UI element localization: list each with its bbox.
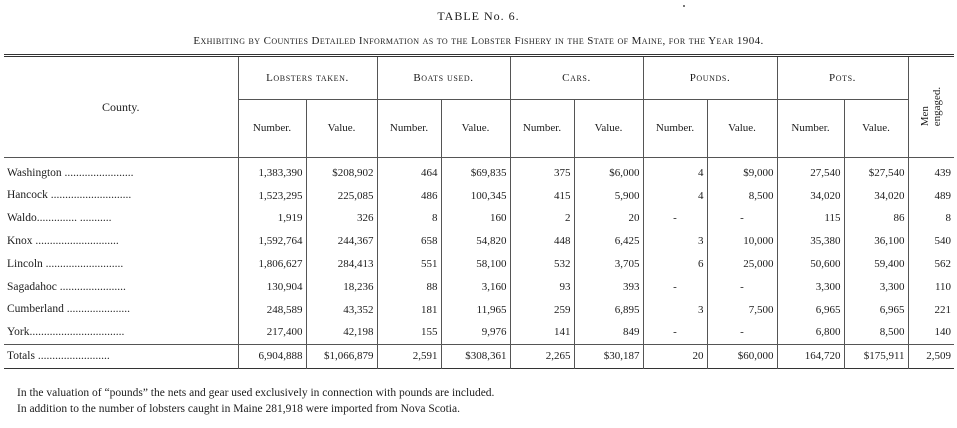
table-cell: 415 xyxy=(510,185,574,208)
cars-header: Cars. xyxy=(510,56,643,100)
table-cell: $69,835 xyxy=(441,158,510,185)
table-cell: 4 xyxy=(643,158,707,185)
table-cell: 8,500 xyxy=(844,322,908,345)
table-cell: $6,000 xyxy=(574,158,643,185)
pounds-header: Pounds. xyxy=(643,56,777,100)
table-cell: 7,500 xyxy=(707,299,777,322)
table-cell: 3 xyxy=(643,299,707,322)
table-cell: 8 xyxy=(377,208,441,231)
table-cell: 58,100 xyxy=(441,253,510,276)
table-cell: 10,000 xyxy=(707,230,777,253)
table-cell: 160 xyxy=(441,208,510,231)
cars-value-header: Value. xyxy=(574,100,643,158)
table-cell: 11,965 xyxy=(441,299,510,322)
table-row xyxy=(4,208,954,231)
table-cell: 6,800 xyxy=(777,322,844,345)
table-cell: 20 xyxy=(574,208,643,231)
table-cell: 1,592,764 xyxy=(238,230,306,253)
table-cell: 6,425 xyxy=(574,230,643,253)
pots-header: Pots. xyxy=(777,56,908,100)
table-cell: 3 xyxy=(643,230,707,253)
table-cell: 486 xyxy=(377,185,441,208)
table-cell: 181 xyxy=(377,299,441,322)
table-cell: 164,720 xyxy=(777,345,844,369)
table-cell: 20 xyxy=(643,345,707,369)
table-cell: 35,380 xyxy=(777,230,844,253)
county-name: Sagadahoc ....................... xyxy=(7,280,126,293)
totals-label: Totals ......................... xyxy=(4,345,238,369)
table-cell: 54,820 xyxy=(441,230,510,253)
note-nova-scotia-imports: In addition to the number of lobsters caught in Maine 281,918 were imported from Nova Scotia. xyxy=(17,403,460,415)
table-cell: 5,900 xyxy=(574,185,643,208)
table-cell: 50,600 xyxy=(777,253,844,276)
table-cell: $208,902 xyxy=(306,158,377,185)
county-name: York................................. xyxy=(7,326,125,339)
table-cell: 3,160 xyxy=(441,276,510,299)
table-cell: 110 xyxy=(908,276,954,299)
table-cell: 155 xyxy=(377,322,441,345)
table-cell: 36,100 xyxy=(844,230,908,253)
table-cell: 59,400 xyxy=(844,253,908,276)
table-cell: 2 xyxy=(510,208,574,231)
table-cell: 221 xyxy=(908,299,954,322)
table-cell: - xyxy=(707,208,777,231)
table-cell: 130,904 xyxy=(238,276,306,299)
pots-number-header: Number. xyxy=(777,100,844,158)
table-cell: 448 xyxy=(510,230,574,253)
note-pounds-valuation: In the valuation of “pounds” the nets and gear used exclusively in connection with pounds are included. xyxy=(17,387,495,399)
table-cell: 43,352 xyxy=(306,299,377,322)
table-cell: $27,540 xyxy=(844,158,908,185)
table-cell: 27,540 xyxy=(777,158,844,185)
boats-value-header: Value. xyxy=(441,100,510,158)
table-cell: 489 xyxy=(908,185,954,208)
pots-value-header: Value. xyxy=(844,100,908,158)
boats-number-header: Number. xyxy=(377,100,441,158)
county-name: Cumberland ...................... xyxy=(7,303,130,316)
lobsters-value-header: Value. xyxy=(306,100,377,158)
lobsters-number-header: Number. xyxy=(238,100,306,158)
table-cell: 93 xyxy=(510,276,574,299)
table-cell: 3,300 xyxy=(844,276,908,299)
table-cell: 1,806,627 xyxy=(238,253,306,276)
table-cell: 540 xyxy=(908,230,954,253)
county-name: Washington ........................ xyxy=(7,166,134,179)
table-cell: $175,911 xyxy=(844,345,908,369)
table-cell: 393 xyxy=(574,276,643,299)
table-cell: 6,965 xyxy=(844,299,908,322)
table-cell: 551 xyxy=(377,253,441,276)
table-cell: 658 xyxy=(377,230,441,253)
table-cell: $30,187 xyxy=(574,345,643,369)
table-cell: 8,500 xyxy=(707,185,777,208)
table-cell: 141 xyxy=(510,322,574,345)
county-name: Knox ............................. xyxy=(7,235,119,248)
table-cell: $60,000 xyxy=(707,345,777,369)
table-cell: 2,265 xyxy=(510,345,574,369)
table-cell: 100,345 xyxy=(441,185,510,208)
table-cell: - xyxy=(643,208,707,231)
table-cell: 8 xyxy=(908,208,954,231)
table-cell: 115 xyxy=(777,208,844,231)
county-column-header: County. xyxy=(4,56,238,158)
table-cell: - xyxy=(707,276,777,299)
table-cell: 284,413 xyxy=(306,253,377,276)
totals-row xyxy=(4,345,954,369)
table-cell: 225,085 xyxy=(306,185,377,208)
table-cell: 2,509 xyxy=(908,345,954,369)
table-cell: 34,020 xyxy=(777,185,844,208)
cars-number-header: Number. xyxy=(510,100,574,158)
table-cell: 562 xyxy=(908,253,954,276)
table-cell: - xyxy=(707,322,777,345)
table-cell: 25,000 xyxy=(707,253,777,276)
table-cell: 9,976 xyxy=(441,322,510,345)
table-cell: 326 xyxy=(306,208,377,231)
men-engaged-header: Men engaged. xyxy=(908,56,954,158)
table-cell: 34,020 xyxy=(844,185,908,208)
table-cell: 375 xyxy=(510,158,574,185)
county-name: Hancock ............................ xyxy=(7,189,132,202)
table-cell: 849 xyxy=(574,322,643,345)
table-cell: 42,198 xyxy=(306,322,377,345)
table-cell: 6,965 xyxy=(777,299,844,322)
table-row xyxy=(4,253,954,276)
table-cell: 86 xyxy=(844,208,908,231)
table-row xyxy=(4,230,954,253)
table-row xyxy=(4,158,954,185)
table-row xyxy=(4,322,954,345)
table-cell: - xyxy=(643,322,707,345)
table-cell: $1,066,879 xyxy=(306,345,377,369)
table-row xyxy=(4,185,954,208)
pounds-value-header: Value. xyxy=(707,100,777,158)
table-cell: 3,300 xyxy=(777,276,844,299)
table-cell: 140 xyxy=(908,322,954,345)
table-cell: 2,591 xyxy=(377,345,441,369)
county-name: Lincoln ........................... xyxy=(7,257,124,270)
table-cell: 6,904,888 xyxy=(238,345,306,369)
table-row xyxy=(4,299,954,322)
table-cell: 1,919 xyxy=(238,208,306,231)
table-row xyxy=(4,276,954,299)
county-name: Waldo.............. ........... xyxy=(7,212,112,225)
table-subtitle: Exhibiting by Counties Detailed Information as to the Lobster Fishery in the State of Maine, for the Year 1904. xyxy=(193,35,764,47)
table-cell: 1,523,295 xyxy=(238,185,306,208)
lobsters-taken-header: Lobsters taken. xyxy=(238,56,377,100)
table-cell: 248,589 xyxy=(238,299,306,322)
table-cell: 244,367 xyxy=(306,230,377,253)
table-notes xyxy=(17,385,494,417)
table-title: TABLE No. 6. xyxy=(437,9,520,23)
table-cell: 3,705 xyxy=(574,253,643,276)
table-cell: $9,000 xyxy=(707,158,777,185)
table-cell: 6 xyxy=(643,253,707,276)
print-speck xyxy=(683,5,685,7)
table-cell: 6,895 xyxy=(574,299,643,322)
table-cell: 4 xyxy=(643,185,707,208)
table-cell: 18,236 xyxy=(306,276,377,299)
table-cell: 88 xyxy=(377,276,441,299)
table-cell: 217,400 xyxy=(238,322,306,345)
pounds-number-header: Number. xyxy=(643,100,707,158)
table-cell: 439 xyxy=(908,158,954,185)
table-cell: 1,383,390 xyxy=(238,158,306,185)
boats-used-header: Boats used. xyxy=(377,56,510,100)
table-cell: 259 xyxy=(510,299,574,322)
table-cell: - xyxy=(643,276,707,299)
table-cell: $308,361 xyxy=(441,345,510,369)
table-cell: 464 xyxy=(377,158,441,185)
lobster-fishery-table xyxy=(4,54,954,369)
table-cell: 532 xyxy=(510,253,574,276)
